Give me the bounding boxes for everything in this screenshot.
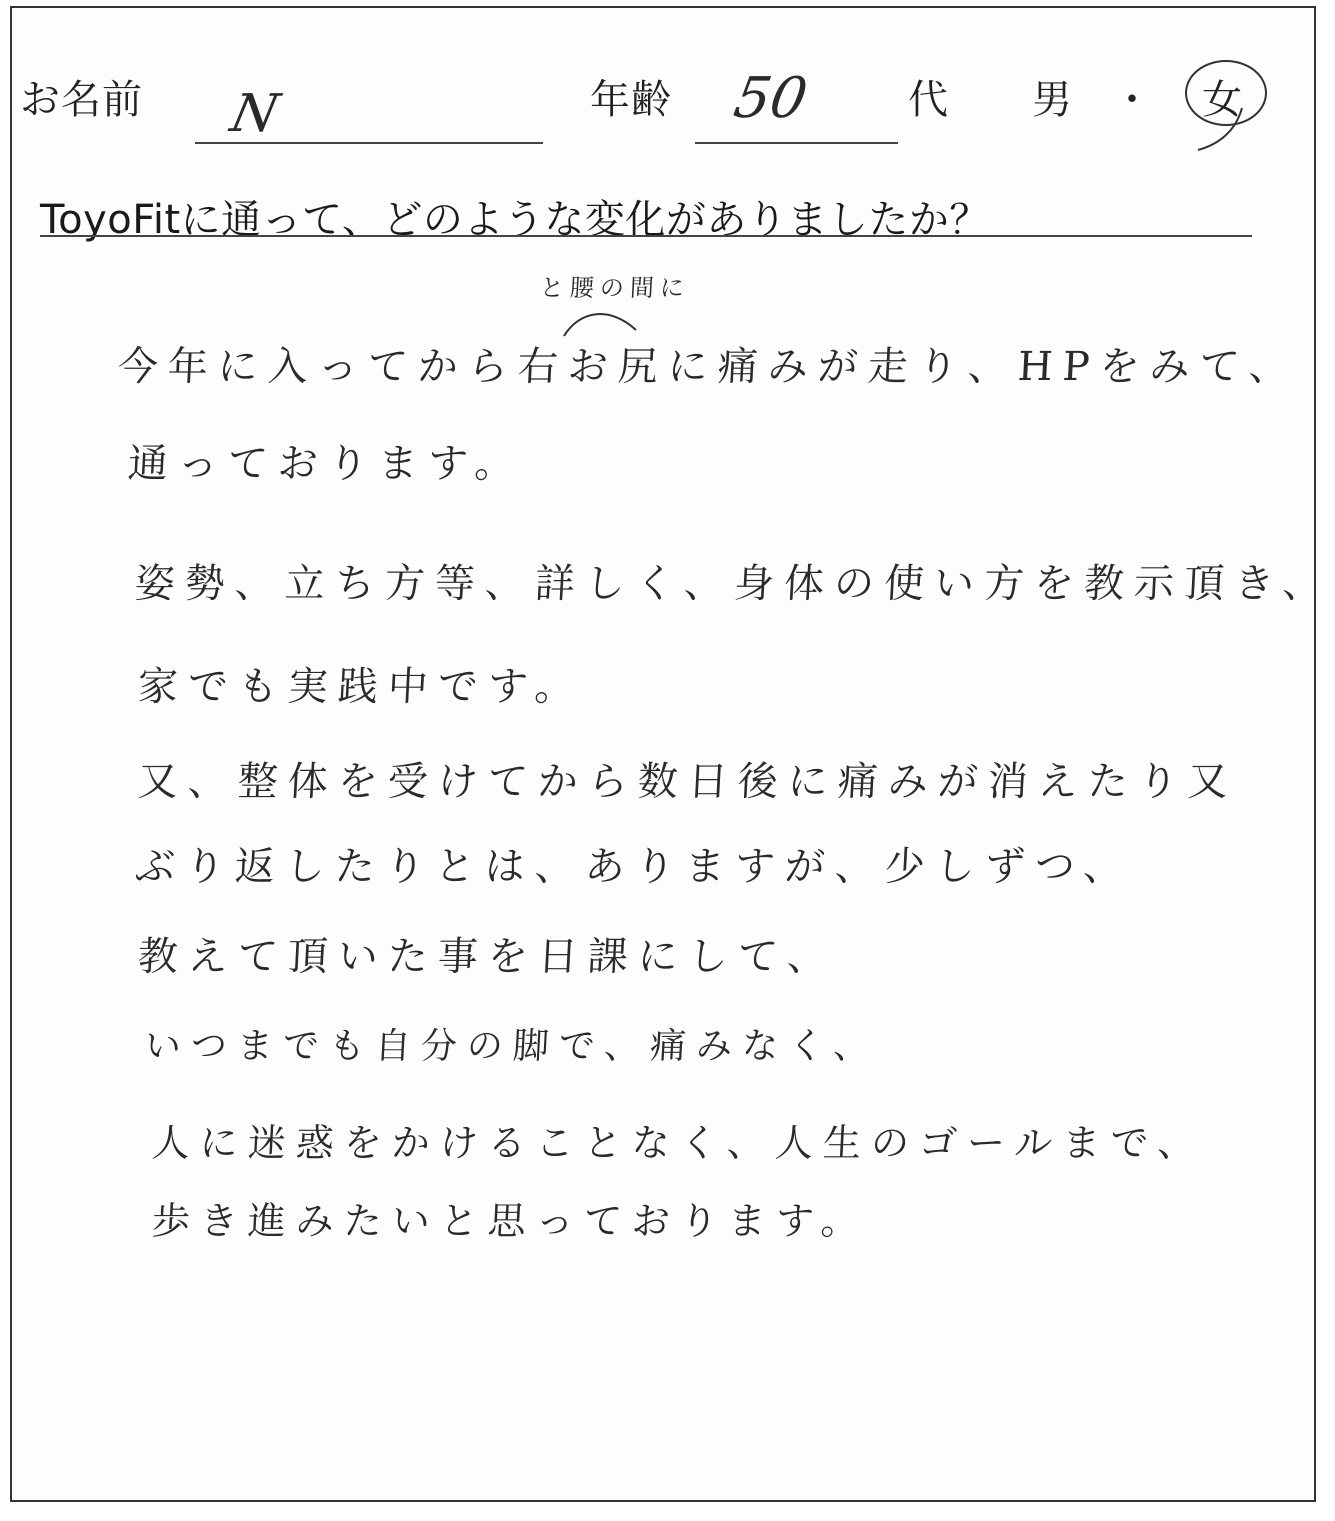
age-label: 年齢 [590, 77, 672, 123]
name-label: お名前 [20, 77, 143, 123]
question-heading: ToyoFitに通って、どのような変化がありましたか？ [40, 197, 990, 243]
name-value: N [225, 84, 284, 144]
age-unit-label: 代 [908, 77, 949, 123]
answer-line: 家でも実践中です。 [136, 664, 586, 710]
answer-line: 歩き進みたいと思っております。 [150, 1199, 870, 1243]
gender-female-option: 女 [1202, 77, 1243, 123]
answer-line: 通っております。 [126, 441, 526, 487]
answer-line: 人に迷惑をかけることなく、人生のゴールまで、 [150, 1121, 1207, 1165]
answer-line: いつまでも自分の脚で、痛みなく、 [143, 1026, 881, 1067]
answer-line: ぶり返したりとは、ありますが、少しずつ、 [133, 844, 1135, 890]
name-underline [195, 142, 543, 144]
answer-line: 教えて頂いた事を日課にして、 [136, 934, 839, 980]
insertion-caret [560, 300, 640, 340]
answer-line: 今年に入ってから右お尻に痛みが走り、HPをみて、 [116, 344, 1301, 390]
circle-tail-stroke [1190, 100, 1250, 160]
gender-separator: ・ [1112, 77, 1153, 123]
gender-male-option: 男 [1032, 77, 1073, 123]
age-underline [695, 142, 898, 144]
question-underline [40, 235, 1252, 237]
answer-line: 姿勢、立ち方等、詳しく、身体の使い方を教示頂き、 [133, 561, 1334, 607]
answer-insertion-note: と腰の間に [539, 274, 691, 302]
age-value: 50 [729, 66, 812, 131]
answer-line: 又、整体を受けてから数日後に痛みが消えたり又 [136, 759, 1240, 805]
